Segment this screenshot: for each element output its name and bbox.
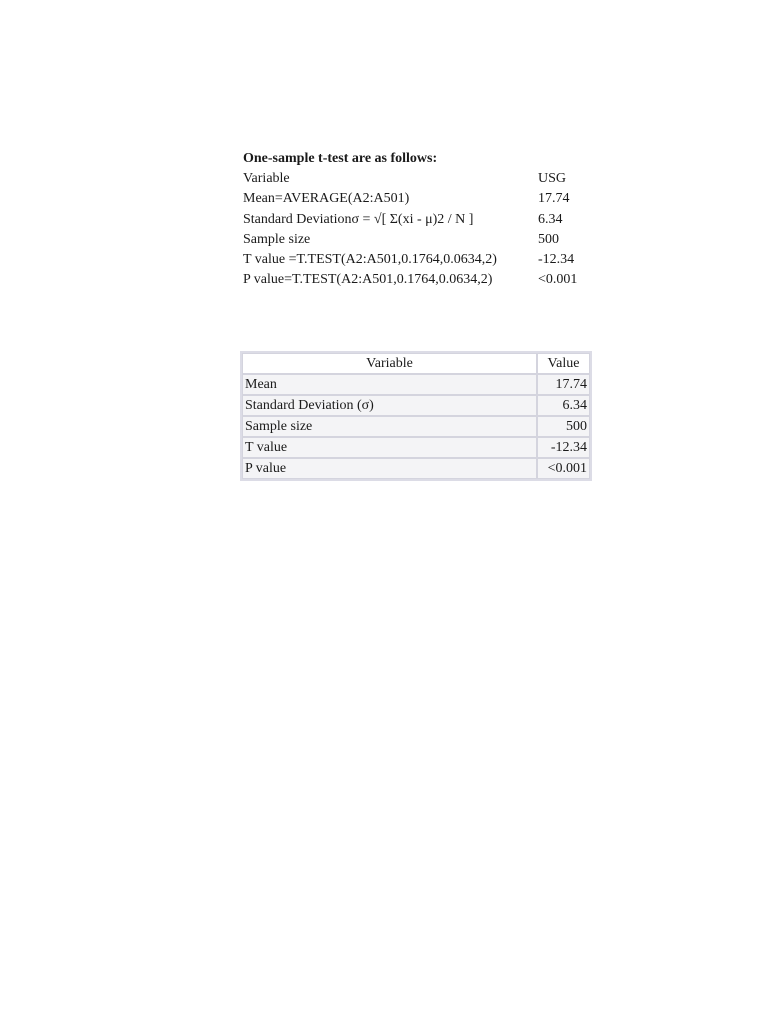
column-header-variable: Variable xyxy=(242,353,537,374)
summary-label: T value =T.TEST(A2:A501,0.1764,0.0634,2) xyxy=(243,252,497,268)
cell-value: 17.74 xyxy=(537,374,590,395)
table-header-row xyxy=(242,353,590,374)
summary-value: 500 xyxy=(538,231,559,247)
summary-row xyxy=(243,169,603,189)
summary-label: Mean=AVERAGE(A2:A501) xyxy=(243,191,410,207)
table-row xyxy=(242,374,590,395)
cell-variable: Sample size xyxy=(242,416,537,437)
table-row xyxy=(242,395,590,416)
cell-value: -12.34 xyxy=(537,437,590,458)
summary-heading: One-sample t-test are as follows: xyxy=(243,151,438,166)
summary-row xyxy=(243,210,603,230)
cell-value: 6.34 xyxy=(537,395,590,416)
summary-value: 6.34 xyxy=(538,211,563,227)
summary-row xyxy=(243,230,603,250)
summary-label: Standard Deviationσ = √[ Σ(xi - μ)2 / N ] xyxy=(243,211,474,227)
column-header-value: Value xyxy=(537,353,590,374)
summary-row xyxy=(243,270,603,290)
summary-value: -12.34 xyxy=(538,252,575,268)
cell-variable: T value xyxy=(242,437,537,458)
table-row xyxy=(242,416,590,437)
summary-label: P value=T.TEST(A2:A501,0.1764,0.0634,2) xyxy=(243,272,493,288)
table-row xyxy=(242,437,590,458)
summary-label: Variable xyxy=(243,171,290,186)
table-row xyxy=(242,458,590,479)
cell-variable: P value xyxy=(242,458,537,479)
cell-variable: Mean xyxy=(242,374,537,395)
t-test-summary-block xyxy=(243,149,603,291)
cell-value: <0.001 xyxy=(537,458,590,479)
summary-value: 17.74 xyxy=(538,191,570,207)
summary-label: Sample size xyxy=(243,231,311,247)
summary-value: USG xyxy=(538,171,567,186)
summary-value: <0.001 xyxy=(538,272,578,288)
results-table xyxy=(240,351,592,481)
summary-row xyxy=(243,250,603,270)
summary-row xyxy=(243,189,603,209)
cell-variable: Standard Deviation (σ) xyxy=(242,395,537,416)
results-table-container xyxy=(240,351,592,481)
cell-value: 500 xyxy=(537,416,590,437)
